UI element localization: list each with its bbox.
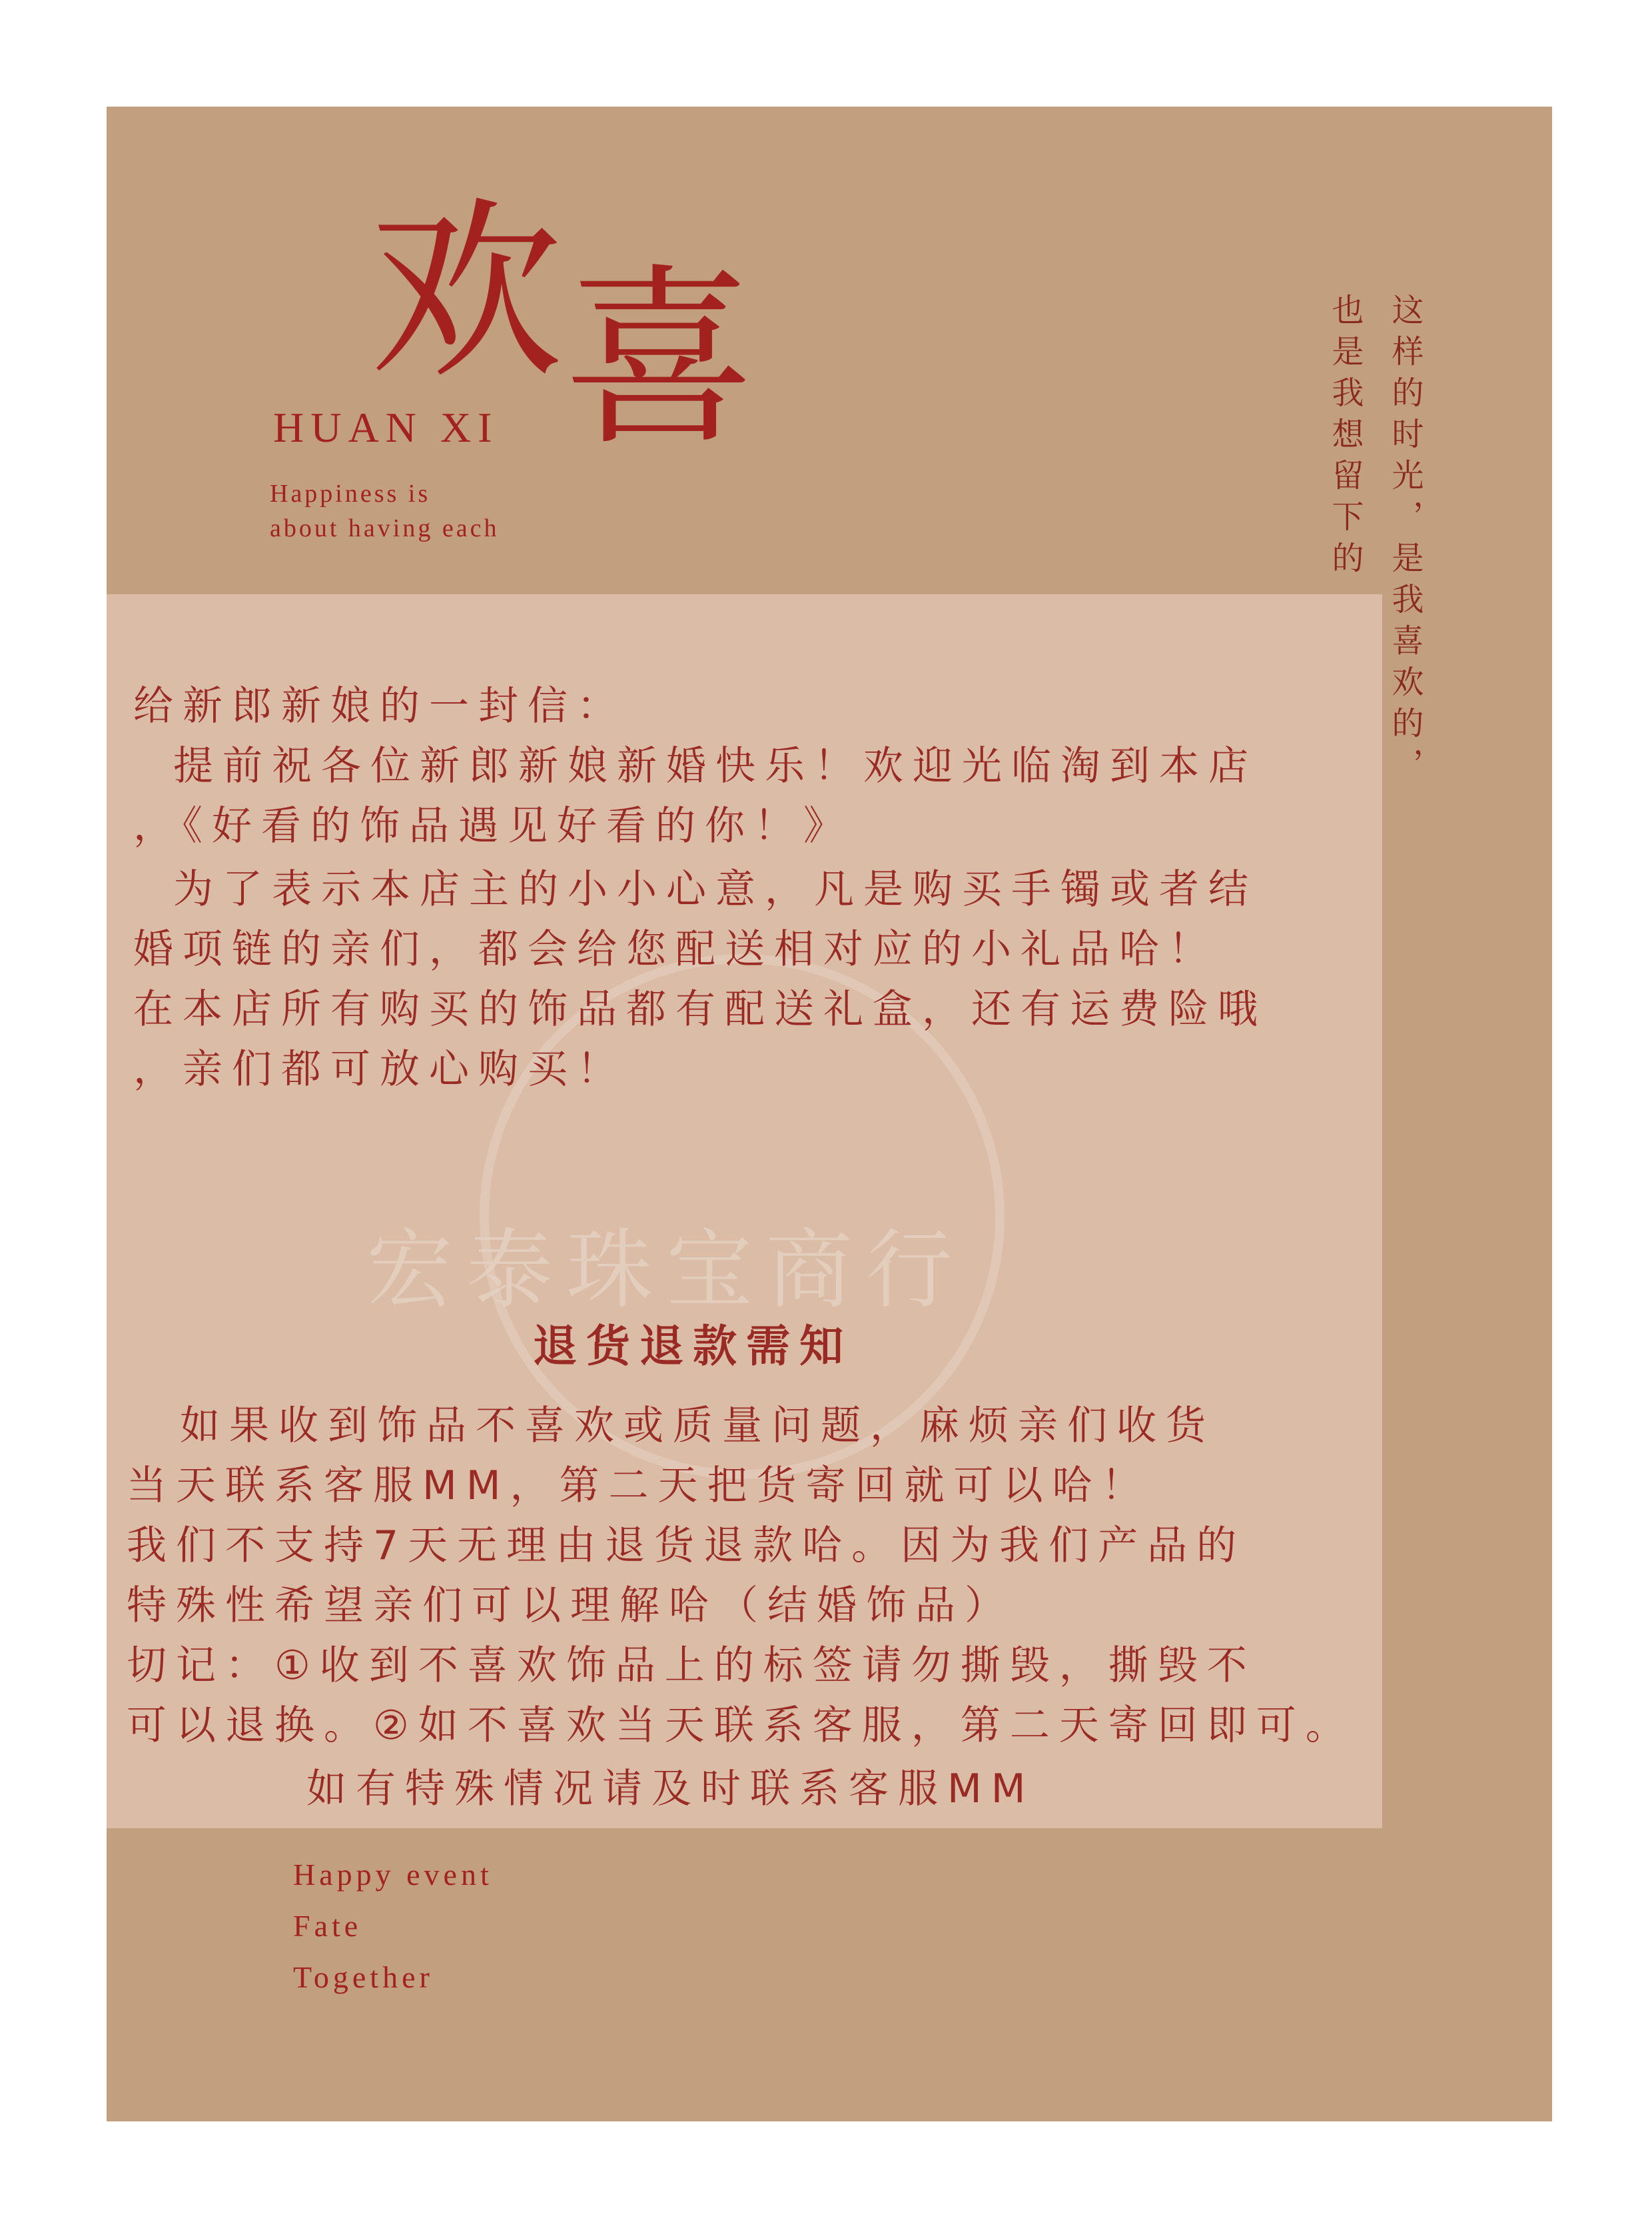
side-text-column-1: 这样的时光，是我喜欢的， xyxy=(1386,293,1424,789)
returns-line-3: 我们不支持7天无理由退货退款哈。因为我们产品的 xyxy=(127,1522,1246,1569)
letter-panel xyxy=(107,594,1382,1828)
letter-line-7: ，亲们都可放心购买！ xyxy=(133,1046,626,1093)
returns-line-2: 当天联系客服MM，第二天把货寄回就可以哈！ xyxy=(127,1462,1151,1509)
letter-line-5: 婚项链的亲们，都会给您配送相对应的小礼品哈！ xyxy=(133,926,1218,973)
footer-words xyxy=(293,1849,493,2003)
watermark-text: 宏泰珠宝商行 xyxy=(366,1219,967,1321)
pinyin-title: HUAN XI xyxy=(273,404,499,451)
side-text-column-2: 也是我想留下的 xyxy=(1326,293,1364,582)
letter-line-1: 给新郎新娘的一封信： xyxy=(133,683,626,730)
letter-line-6: 在本店所有购买的饰品都有配送礼盒，还有运费险哦 xyxy=(133,986,1267,1033)
footer-word-1: Happy event xyxy=(293,1858,493,1892)
tagline-line-1: Happiness is xyxy=(270,480,431,508)
footer-word-3: Together xyxy=(293,1960,434,1994)
footer-word-2: Fate xyxy=(293,1909,362,1943)
title-char-huan: 欢 xyxy=(370,181,563,405)
letter-line-3: ，《好看的饰品遇见好看的你！》 xyxy=(133,803,853,849)
tagline xyxy=(270,476,499,546)
letter-line-4: 为了表示本店主的小小心意，凡是购买手镯或者结 xyxy=(173,866,1258,913)
returns-heading: 退货退款需知 xyxy=(533,1321,853,1372)
returns-line-7: 如有特殊情况请及时联系客服MM xyxy=(306,1766,1035,1812)
tagline-line-2: about having each xyxy=(270,514,500,542)
returns-line-5: 切记：①收到不喜欢饰品上的标签请勿撕毁，撕毁不 xyxy=(127,1642,1256,1689)
returns-line-6: 可以退换。②如不喜欢当天联系客服，第二天寄回即可。 xyxy=(127,1702,1355,1749)
letter-card xyxy=(107,107,1552,2121)
title-char-xi: 喜 xyxy=(563,247,756,472)
returns-line-1: 如果收到饰品不喜欢或质量问题，麻烦亲们收货 xyxy=(180,1402,1215,1449)
letter-line-2: 提前祝各位新郎新娘新婚快乐！欢迎光临淘到本店 xyxy=(173,743,1258,790)
returns-line-4: 特殊性希望亲们可以理解哈（结婚饰品） xyxy=(127,1582,1014,1629)
